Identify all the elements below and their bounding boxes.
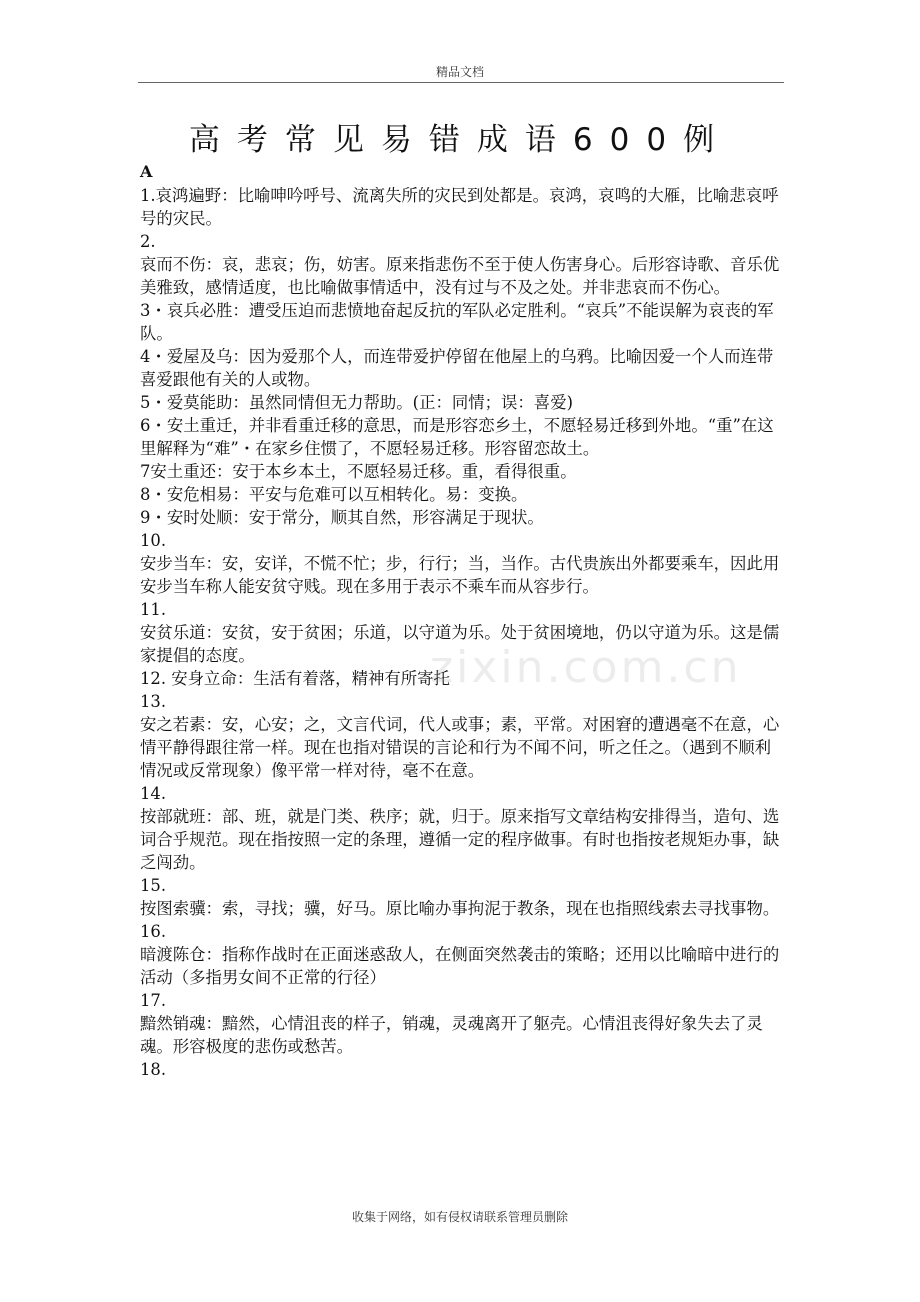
entry-paragraph: 7安土重还：安于本乡本土，不愿轻易迁移。重，看得很重。 [140, 462, 577, 481]
entry-paragraph: 11. [140, 600, 167, 619]
entry-paragraph: 18. [140, 1060, 167, 1079]
entry-paragraph: 黯然销魂：黯然，心情沮丧的样子，销魂，灵魂离开了躯壳。心情沮丧得好象失去了灵魂。形容极度的悲伤或愁苦。 [140, 1014, 763, 1056]
entry-paragraph: 14. [140, 784, 167, 803]
entry-paragraph: 安步当车：安，安详，不慌不忙；步，行行；当，当作。古代贵族出外都要乘车，因此用安步当车称人能安贫守贱。现在多用于表示不乘车而从容步行。 [140, 554, 780, 596]
entry-paragraph: 15. [140, 876, 167, 895]
entry-paragraph: 6・安土重迁，并非看重迁移的意思，而是形容恋乡土，不愿轻易迁移到外地。“重”在这里解释为“难”・在家乡住惯了，不愿轻易迁移。形容留恋故土。 [140, 416, 774, 458]
site-watermark: zixin.com.cn [430, 642, 742, 693]
page-header: 精品文档 [435, 65, 484, 79]
document-title: 高考常见易错成语600例 [188, 122, 732, 158]
entry-paragraph: 1.哀鸿遍野：比喻呻吟呼号、流离失所的灾民到处都是。哀鸿，哀鸣的大雁，比喻悲哀呼号的灾民。 [140, 186, 779, 228]
entry-paragraph: 10. [140, 531, 167, 550]
page-footer: 收集于网络，如有侵权请联系管理员删除 [351, 1210, 568, 1224]
entry-paragraph: 2. [140, 232, 156, 251]
section-heading: A [140, 162, 153, 181]
entry-paragraph: 按部就班：部、班，就是门类、秩序；就，归于。原来指写文章结构安排得当，造句、选词合乎规范。现在指按照一定的条理，遵循一定的程序做事。有时也指按老规矩办事，缺乏闯劲。 [140, 807, 780, 872]
entry-paragraph: 16. [140, 922, 167, 941]
entry-paragraph: 按图索骥：索，寻找；骥，好马。原比喻办事拘泥于教条，现在也指照线索去寻找事物。 [140, 899, 780, 918]
entry-list [140, 184, 780, 1081]
entry-paragraph: 4・爱屋及乌：因为爱那个人，而连带爱护停留在他屋上的乌鸦。比喻因爱一个人而连带喜爱跟他有关的人或物。 [140, 347, 774, 389]
entry-paragraph: 安贫乐道：安贫，安于贫困；乐道，以守道为乐。处于贫困境地，仍以守道为乐。这是儒家提倡的态度。 [140, 623, 780, 665]
entry-paragraph: 17. [140, 991, 167, 1010]
entry-paragraph: 3・哀兵必胜：遭受压迫而悲愤地奋起反抗的军队必定胜利。“哀兵”不能误解为哀丧的军队。 [140, 301, 774, 343]
entry-paragraph: 8・安危相易：平安与危难可以互相转化。易：变换。 [140, 485, 528, 504]
entry-paragraph: 哀而不伤：哀，悲哀；伤，妨害。原来指悲伤不至于使人伤害身心。后形容诗歌、音乐优美雅致，感情适度，也比喻做事情适中，没有过与不及之处。并非悲哀而不伤心。 [140, 255, 780, 297]
entry-paragraph: 安之若素：安，心安；之，文言代词，代人或事；素，平常。对困窘的遭遇毫不在意，心情平静得跟往常一样。现在也指对错误的言论和行为不闻不问，听之任之。（遇到不顺利情况或反常现象）像平常一样对待，毫不在意。 [140, 715, 780, 780]
entry-paragraph: 暗渡陈仓：指称作战时在正面迷惑敌人，在侧面突然袭击的策略；还用以比喻暗中进行的活动（多指男女间不正常的行径） [140, 945, 780, 987]
entry-paragraph: 12. 安身立命：生活有着落，精神有所寄托 [140, 669, 450, 688]
entry-paragraph: 5・爱莫能助：虽然同情但无力帮助。(正：同情；误：喜爱) [140, 393, 573, 412]
entry-paragraph: 13. [140, 692, 167, 711]
entry-paragraph: 9・安时处顺：安于常分，顺其自然，形容满足于现状。 [140, 508, 544, 527]
header-divider [138, 82, 784, 83]
